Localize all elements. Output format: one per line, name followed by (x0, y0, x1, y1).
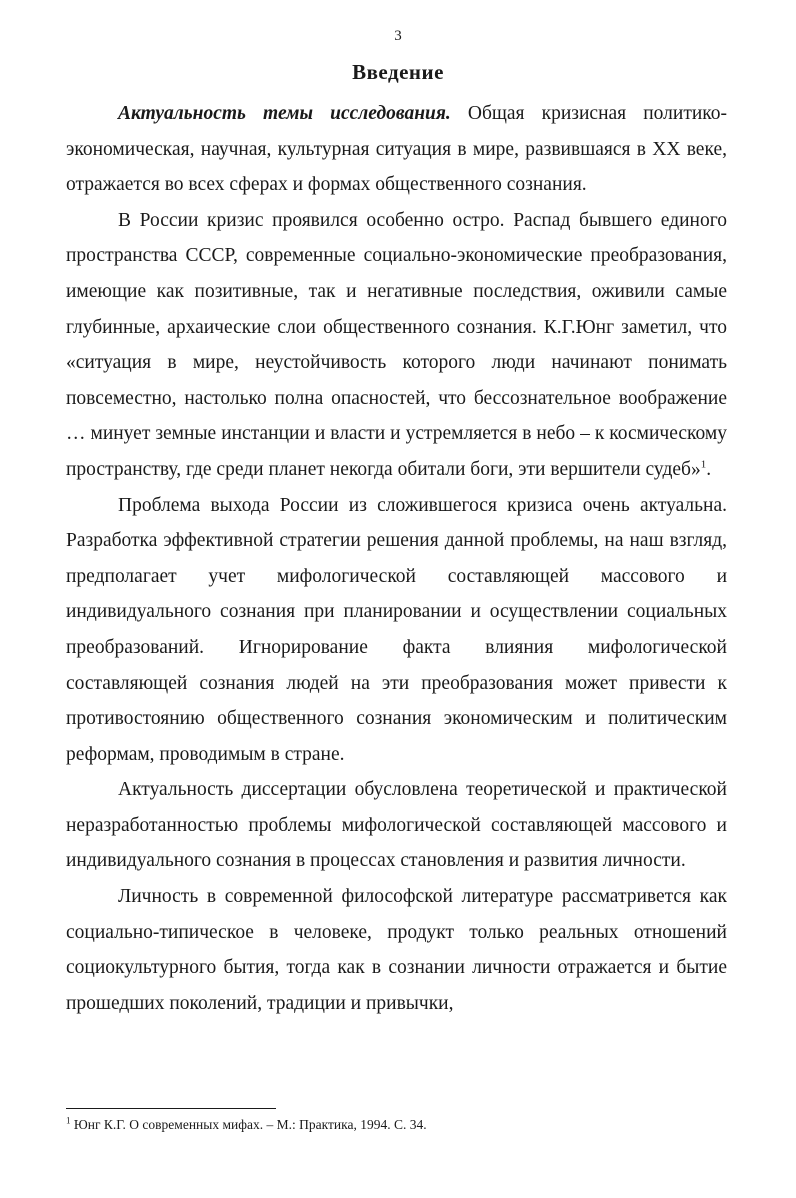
paragraph-text: Общая кризисная политико-экономическая, научная, культурная ситуация в мире, развившаяся в ХХ веке, отражается во всех сферах и формах общественного сознания. (66, 103, 727, 196)
paragraph-lead: Актуальность темы исследования. (118, 103, 451, 124)
paragraph-3 (66, 488, 727, 773)
footnote-marker: 1 (66, 1115, 71, 1126)
footnote-text: Юнг К.Г. О современных мифах. – М.: Практика, 1994. С. 34. (70, 1117, 427, 1132)
footnote-reference[interactable]: 1 (700, 458, 707, 471)
paragraph-5 (66, 879, 727, 1021)
paragraph-2 (66, 203, 727, 488)
footnote (66, 1117, 727, 1133)
paragraph-text: Проблема выхода России из сложившегося кризиса очень актуальна. Разработка эффективной стратегии решения данной проблемы, на наш взгляд, предполагает учет мифологической составляющей массового и индивидуального сознания при планировании и осуществлении социальных преобразований. Игнорирование факта влияния мифологической составляющей сознания людей на эти преобразования может привести к противостоянию общественного сознания экономическим и политическим реформам, проводимым в стране. (66, 494, 727, 765)
paragraph-text: Личность в современной философской литературе рассматривется как социально-типическое в человеке, продукт только реальных отношений социокультурного бытия, тогда как в сознании личности отражается и бытие прошедших поколений, традиции и привычки, (66, 886, 727, 1014)
paragraph-text: Актуальность диссертации обусловлена теоретической и практической неразработанностью проблемы мифологической составляющей массового и индивидуального сознания в процессах становления и развития личности. (66, 779, 727, 872)
page-title: Введение (352, 60, 444, 84)
page-number: 3 (394, 28, 402, 44)
paragraph-tail: . (706, 458, 712, 480)
paragraph-4 (66, 772, 727, 879)
paragraph-text: В России кризис проявился особенно остро. Распад бывшего единого пространства СССР, современные социально-экономические преобразования, имеющие как позитивные, так и негативные последствия, оживили самые глубинные, архаические слои общественного сознания. К.Г.Юнг заметил, что «ситуация в мире, неустойчивость которого люди начинают понимать повсеместно, настолько полна опасностей, что бессознательное воображение … минует земные инстанции и власти и устремляется в небо – к космическому пространству, где среди планет некогда обитали боги, эти вершители судеб» (66, 209, 727, 480)
body-text (66, 96, 727, 1021)
footnote-divider (66, 1108, 276, 1109)
paragraph-1 (66, 96, 727, 203)
